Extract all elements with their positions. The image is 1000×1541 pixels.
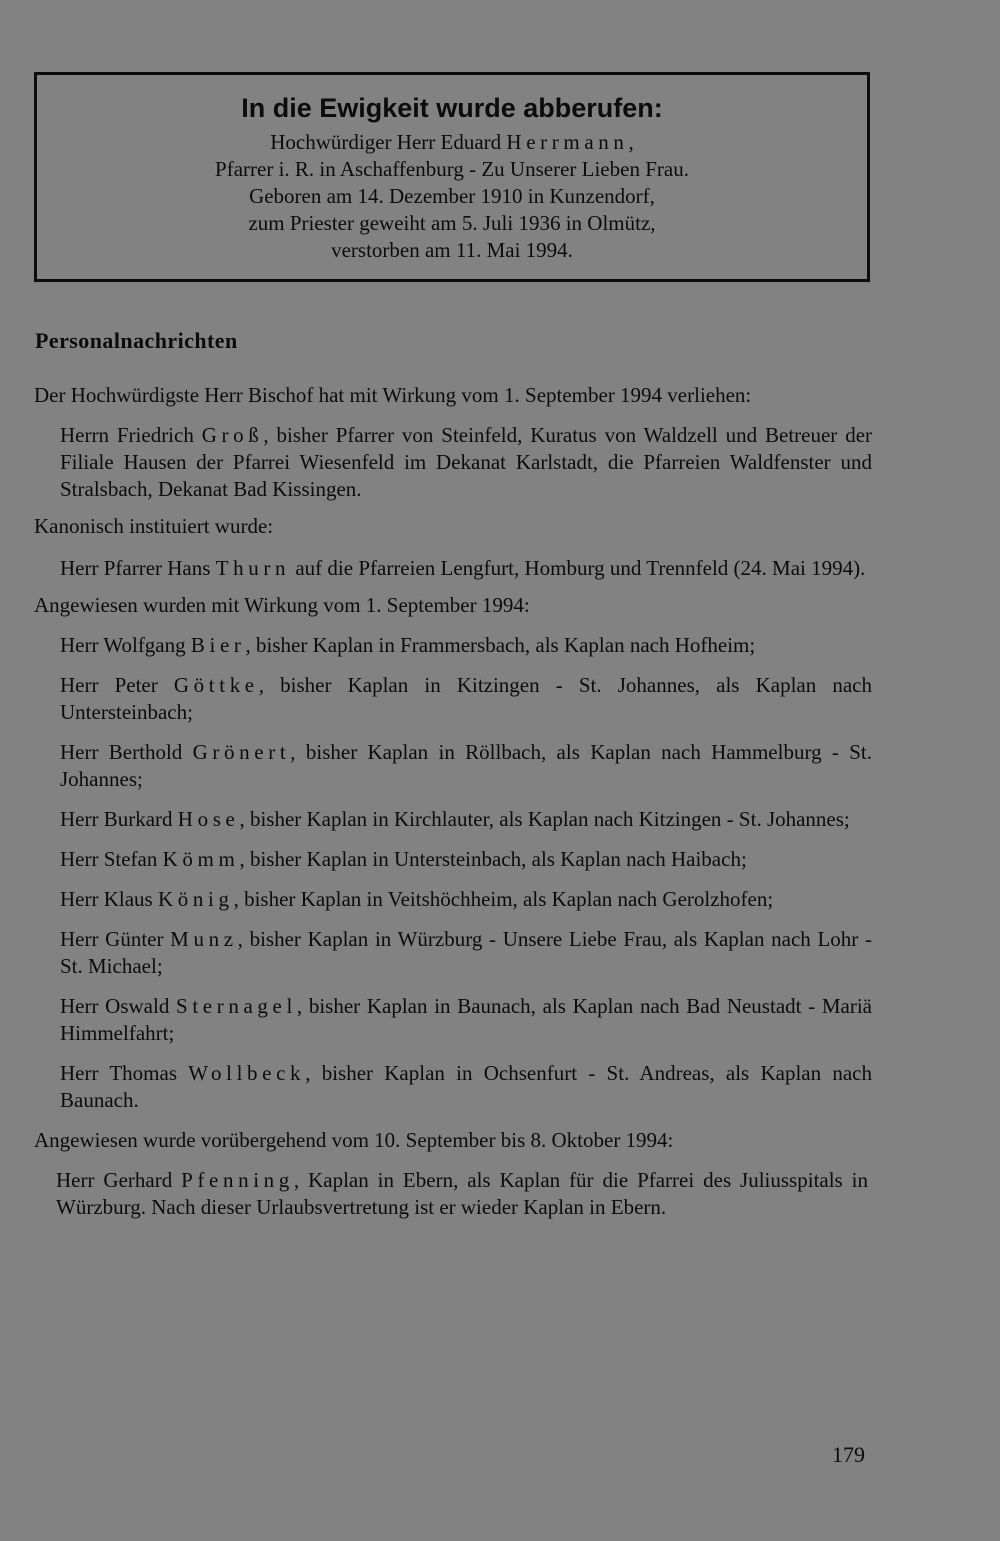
entry-text: , bisher Kaplan in Kirchlauter, als Kaplan nach Kitzingen - St. Johannes; [239,807,850,831]
deceased-name: Herrmann [506,130,629,154]
person-name: Pfenning [181,1168,294,1192]
entry-text: Herr Berthold [60,740,193,764]
entry-text: , bisher Kaplan in Baunach, als Kaplan nach Bad Neustadt - Mariä Himmelfahrt; [60,994,872,1045]
person-name: Thurn [215,556,291,580]
notice-line: verstorben am 11. Mai 1994. [331,238,573,262]
entry-text: Herr Gerhard [56,1168,182,1192]
entry-text: Herr Stefan [60,847,163,871]
notice-line [37,129,867,156]
entry-text: Herr Pfarrer Hans [60,556,216,580]
page-number: 179 [832,1442,865,1467]
entry-text: , bisher Pfarrer von Steinfeld, Kuratus von Waldzell und Betreuer der Filiale Hausen der Pfarrei Wiesenfeld im Dekanat Karlstadt, die Pfarreien Waldfenster und Stralsbach, Dekanat Bad Kissingen. [60,423,873,501]
person-name: Groß [201,423,264,447]
person-name: Kömm [162,847,240,871]
person-name: Munz [170,927,238,951]
entry-paragraph [60,555,872,582]
entry-text: Herr Klaus [60,887,158,911]
notice-line-text: Hochwürdiger Herr Eduard [270,130,507,154]
appointment-list [0,632,1000,1114]
entry-text: Herr Burkard [60,807,178,831]
appointment-entry [60,739,872,793]
entry-text: Herrn Friedrich [60,423,202,447]
person-name: Bier [190,633,246,657]
entry-text: , bisher Kaplan in Röllbach, als Kaplan nach Hammelburg - St. Johannes; [60,740,872,791]
entry-text: Herr Oswald [60,994,177,1018]
entry-text: , bisher Kaplan in Ochsenfurt - St. Andreas, als Kaplan nach Baunach. [60,1061,873,1112]
notice-line: Pfarrer i. R. in Aschaffenburg - Zu Unserer Lieben Frau. [215,157,689,181]
person-name: Sternagel [176,994,297,1018]
entry-text: , bisher Kaplan in Frammersbach, als Kaplan nach Hofheim; [245,633,756,657]
notice-line: Geboren am 14. Dezember 1910 in Kunzendorf, [249,184,655,208]
entry-text: Herr Wolfgang [60,633,191,657]
appointment-entry [60,1060,872,1114]
appointment-entry [60,926,872,980]
entry-text: , bisher Kaplan in Würzburg - Unsere Liebe Frau, als Kaplan nach Lohr - St. Michael; [60,927,872,978]
entry-text: auf die Pfarreien Lengfurt, Homburg und Trennfeld (24. Mai 1994). [290,556,866,580]
obituary-notice-box [34,72,870,282]
appointment-entry [60,846,872,873]
person-name: Hose [177,807,240,831]
entry-paragraph [56,1167,868,1221]
appointment-entry [60,886,872,913]
section-heading: Personalnachrichten [35,328,238,353]
entry-text: , bisher Kaplan in Kitzingen - St. Johannes, als Kaplan nach Untersteinbach; [60,673,872,724]
person-name: Göttke [173,673,259,697]
entry-text: , Kaplan in Ebern, als Kaplan für die Pfarrei des Juliusspitals in Würzburg. Nach dieser Urlaubsvertretung ist er wieder Kaplan in Ebern. [56,1168,868,1219]
entry-text: , bisher Kaplan in Untersteinbach, als Kaplan nach Haibach; [239,847,747,871]
entry-paragraph [60,422,872,503]
appointment-entry [60,806,872,833]
paragraph-intro: Kanonisch instituiert wurde: [34,514,274,538]
appointment-entry [60,632,872,659]
person-name: Grönert [192,740,291,764]
notice-text [37,129,867,264]
notice-line: zum Priester geweiht am 5. Juli 1936 in Olmütz, [248,211,656,235]
paragraph-intro: Der Hochwürdigste Herr Bischof hat mit Wirkung vom 1. September 1994 verliehen: [34,383,752,407]
person-name: König [157,887,234,911]
notice-line-text: , [628,130,634,154]
entry-text: Herr Thomas [60,1061,189,1085]
entry-text: Herr Peter [60,673,174,697]
entry-text: Herr Günter [60,927,171,951]
paragraph-intro: Angewiesen wurden mit Wirkung vom 1. September 1994: [34,593,530,617]
body-text [0,382,1000,1221]
person-name: Wollbeck [188,1061,306,1085]
notice-title: In die Ewigkeit wurde abberufen: [241,93,663,123]
appointment-entry [60,993,872,1047]
paragraph-intro: Angewiesen wurde vorübergehend vom 10. September bis 8. Oktober 1994: [34,1128,674,1152]
appointment-entry [60,672,872,726]
entry-text: , bisher Kaplan in Veitshöchheim, als Kaplan nach Gerolzhofen; [233,887,774,911]
